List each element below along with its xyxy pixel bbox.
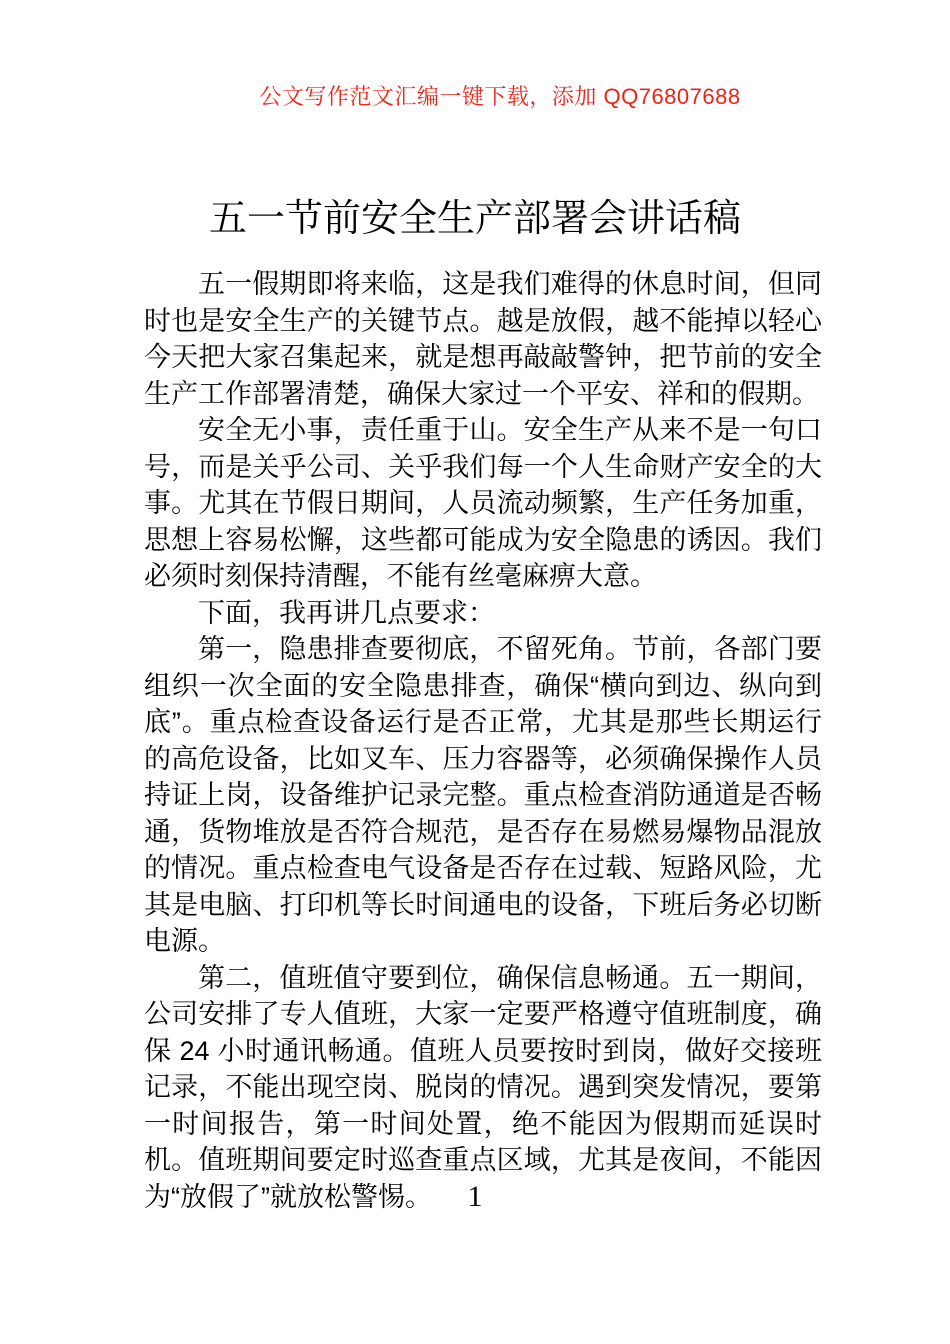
body-paragraph: 下面，我再讲几点要求： xyxy=(198,597,495,628)
document-title: 五一节前安全生产部署会讲话稿 xyxy=(208,198,741,241)
body-paragraph: 五一假期即将来临，这是我们难得的休息时间，但同时也是安全生产的关键节点。越是放假，越不能掉以轻心今天把大家召集起来，就是想再敲敲警钟，把节前的安全生产工作部署清楚，确保大家过一个平安、祥和的假期。 xyxy=(144,269,822,409)
page-number: 1 xyxy=(467,1180,483,1213)
body-paragraph: 第二，值班值守要到位，确保信息畅通。五一期间，公司安排了专人值班，大家一定要严格遵守值班制度，确保 24 小时通讯畅通。值班人员要按时到岗，做好交接班记录，不能出现空岗、脱岗的情况。遇到突发情况，要第一时间报告，第一时间处置，绝不能因为假期而延误时机。值班期间要定时巡查重点区域，尤其是夜间，不能因为“放假了”就放松警惕。 xyxy=(144,962,822,1212)
document-body xyxy=(144,266,822,1215)
promo-banner: 公文写作范文汇编一键下载，添加 QQ76807688 xyxy=(259,84,741,109)
body-paragraph: 第一，隐患排查要彻底，不留死角。节前，各部门要组织一次全面的安全隐患排查，确保“横向到边、纵向到底”。重点检查设备运行是否正常，尤其是那些长期运行的高危设备，比如叉车、压力容器等，必须确保操作人员持证上岗，设备维护记录完整。重点检查消防通道是否畅通，货物堆放是否符合规范，是否存在易燃易爆物品混放的情况。重点检查电气设备是否存在过载、短路风险，尤其是电脑、打印机等长时间通电的设备，下班后务必切断电源。 xyxy=(144,634,822,956)
body-paragraph: 安全无小事，责任重于山。安全生产从来不是一句口号，而是关乎公司、关乎我们每一个人生命财产安全的大事。尤其在节假日期间，人员流动频繁，生产任务加重，思想上容易松懈，这些都可能成为安全隐患的诱因。我们必须时刻保持清醒，不能有丝毫麻痹大意。 xyxy=(144,415,822,591)
